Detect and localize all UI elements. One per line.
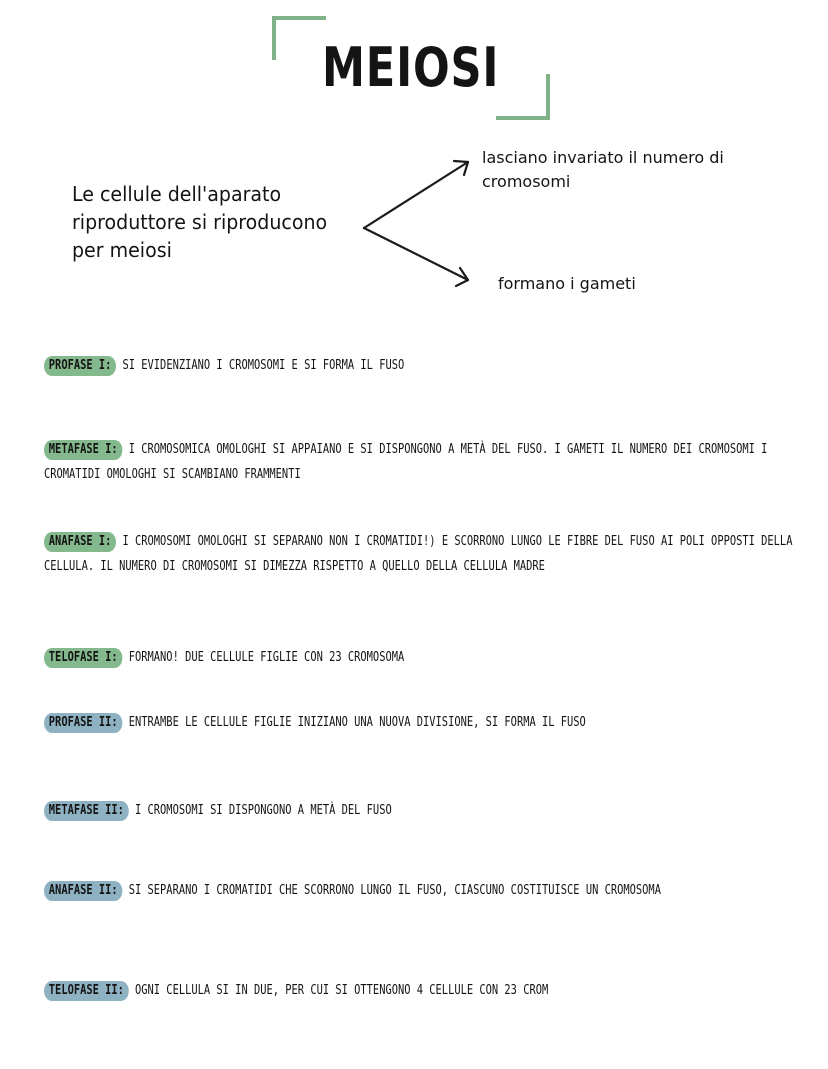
phase-text: I CROMOSOMICA OMOLOGHI SI APPAIANO E SI DISPONGONO A METÀ DEL FUSO. I GAMETI IL NUMERO DEI CROMOSOMI I CROMATIDI OMOLOGHI SI SCAMBIANO FRAMMENTI bbox=[44, 442, 768, 482]
branch-arrows-icon bbox=[360, 150, 490, 290]
phase-label: ANAFASE II: bbox=[44, 881, 122, 901]
phase-text: I CROMOSOMI OMOLOGHI SI SEPARANO NON I CROMATIDI!) E SCORRONO LUNGO LE FIBRE DEL FUSO AI POLI OPPOSTI DELLA CELLULA. IL NUMERO DI CROMOSOMI SI DIMEZZA RISPETTO A QUELLO DELLA CELLULA MADRE bbox=[44, 534, 793, 574]
phase-text: SI EVIDENZIANO I CROMOSOMI E SI FORMA IL FUSO bbox=[122, 358, 405, 373]
phase-telofase-2 bbox=[44, 979, 818, 1004]
arrow-down-line bbox=[364, 228, 468, 280]
title-corner-top-left bbox=[272, 16, 326, 60]
phase-label: TELOFASE II: bbox=[44, 981, 129, 1001]
phase-metafase-1 bbox=[44, 438, 818, 487]
intro-text: Le cellule dell'aparato riproduttore si riproducono per meiosi bbox=[72, 182, 328, 262]
arrow-up-line bbox=[364, 162, 468, 228]
phase-profase-2 bbox=[44, 711, 818, 736]
phase-text: SI SEPARANO I CROMATIDI CHE SCORRONO LUNGO IL FUSO, CIASCUNO COSTITUISCE UN CROMOSOMA bbox=[128, 883, 661, 898]
branch-bottom-text: formano i gameti bbox=[498, 274, 636, 293]
phase-label: METAFASE I: bbox=[44, 440, 122, 460]
phase-profase-1 bbox=[44, 354, 818, 379]
phase-label: METAFASE II: bbox=[44, 801, 129, 821]
branch-top-text: lasciano invariato il numero di cromosomi bbox=[482, 148, 724, 191]
phase-label: PROFASE II: bbox=[44, 713, 122, 733]
phase-anafase-2 bbox=[44, 879, 818, 904]
phase-anafase-1 bbox=[44, 530, 818, 579]
title-corner-bottom-right bbox=[496, 74, 550, 120]
phase-metafase-2 bbox=[44, 799, 818, 824]
phase-text: ENTRAMBE LE CELLULE FIGLIE INIZIANO UNA NUOVA DIVISIONE, SI FORMA IL FUSO bbox=[128, 715, 586, 730]
phase-telofase-1 bbox=[44, 646, 818, 671]
phase-text: I CROMOSOMI SI DISPONGONO A METÀ DEL FUSO bbox=[135, 803, 392, 818]
phase-label: ANAFASE I: bbox=[44, 532, 116, 552]
page-title: MEIOSI bbox=[322, 36, 500, 99]
phase-text: OGNI CELLULA SI IN DUE, PER CUI SI OTTENGONO 4 CELLULE CON 23 CROM bbox=[135, 983, 549, 998]
phase-label: TELOFASE I: bbox=[44, 648, 122, 668]
phase-text: FORMANO! DUE CELLULE FIGLIE CON 23 CROMOSOMA bbox=[128, 650, 405, 665]
phase-label: PROFASE I: bbox=[44, 356, 116, 376]
